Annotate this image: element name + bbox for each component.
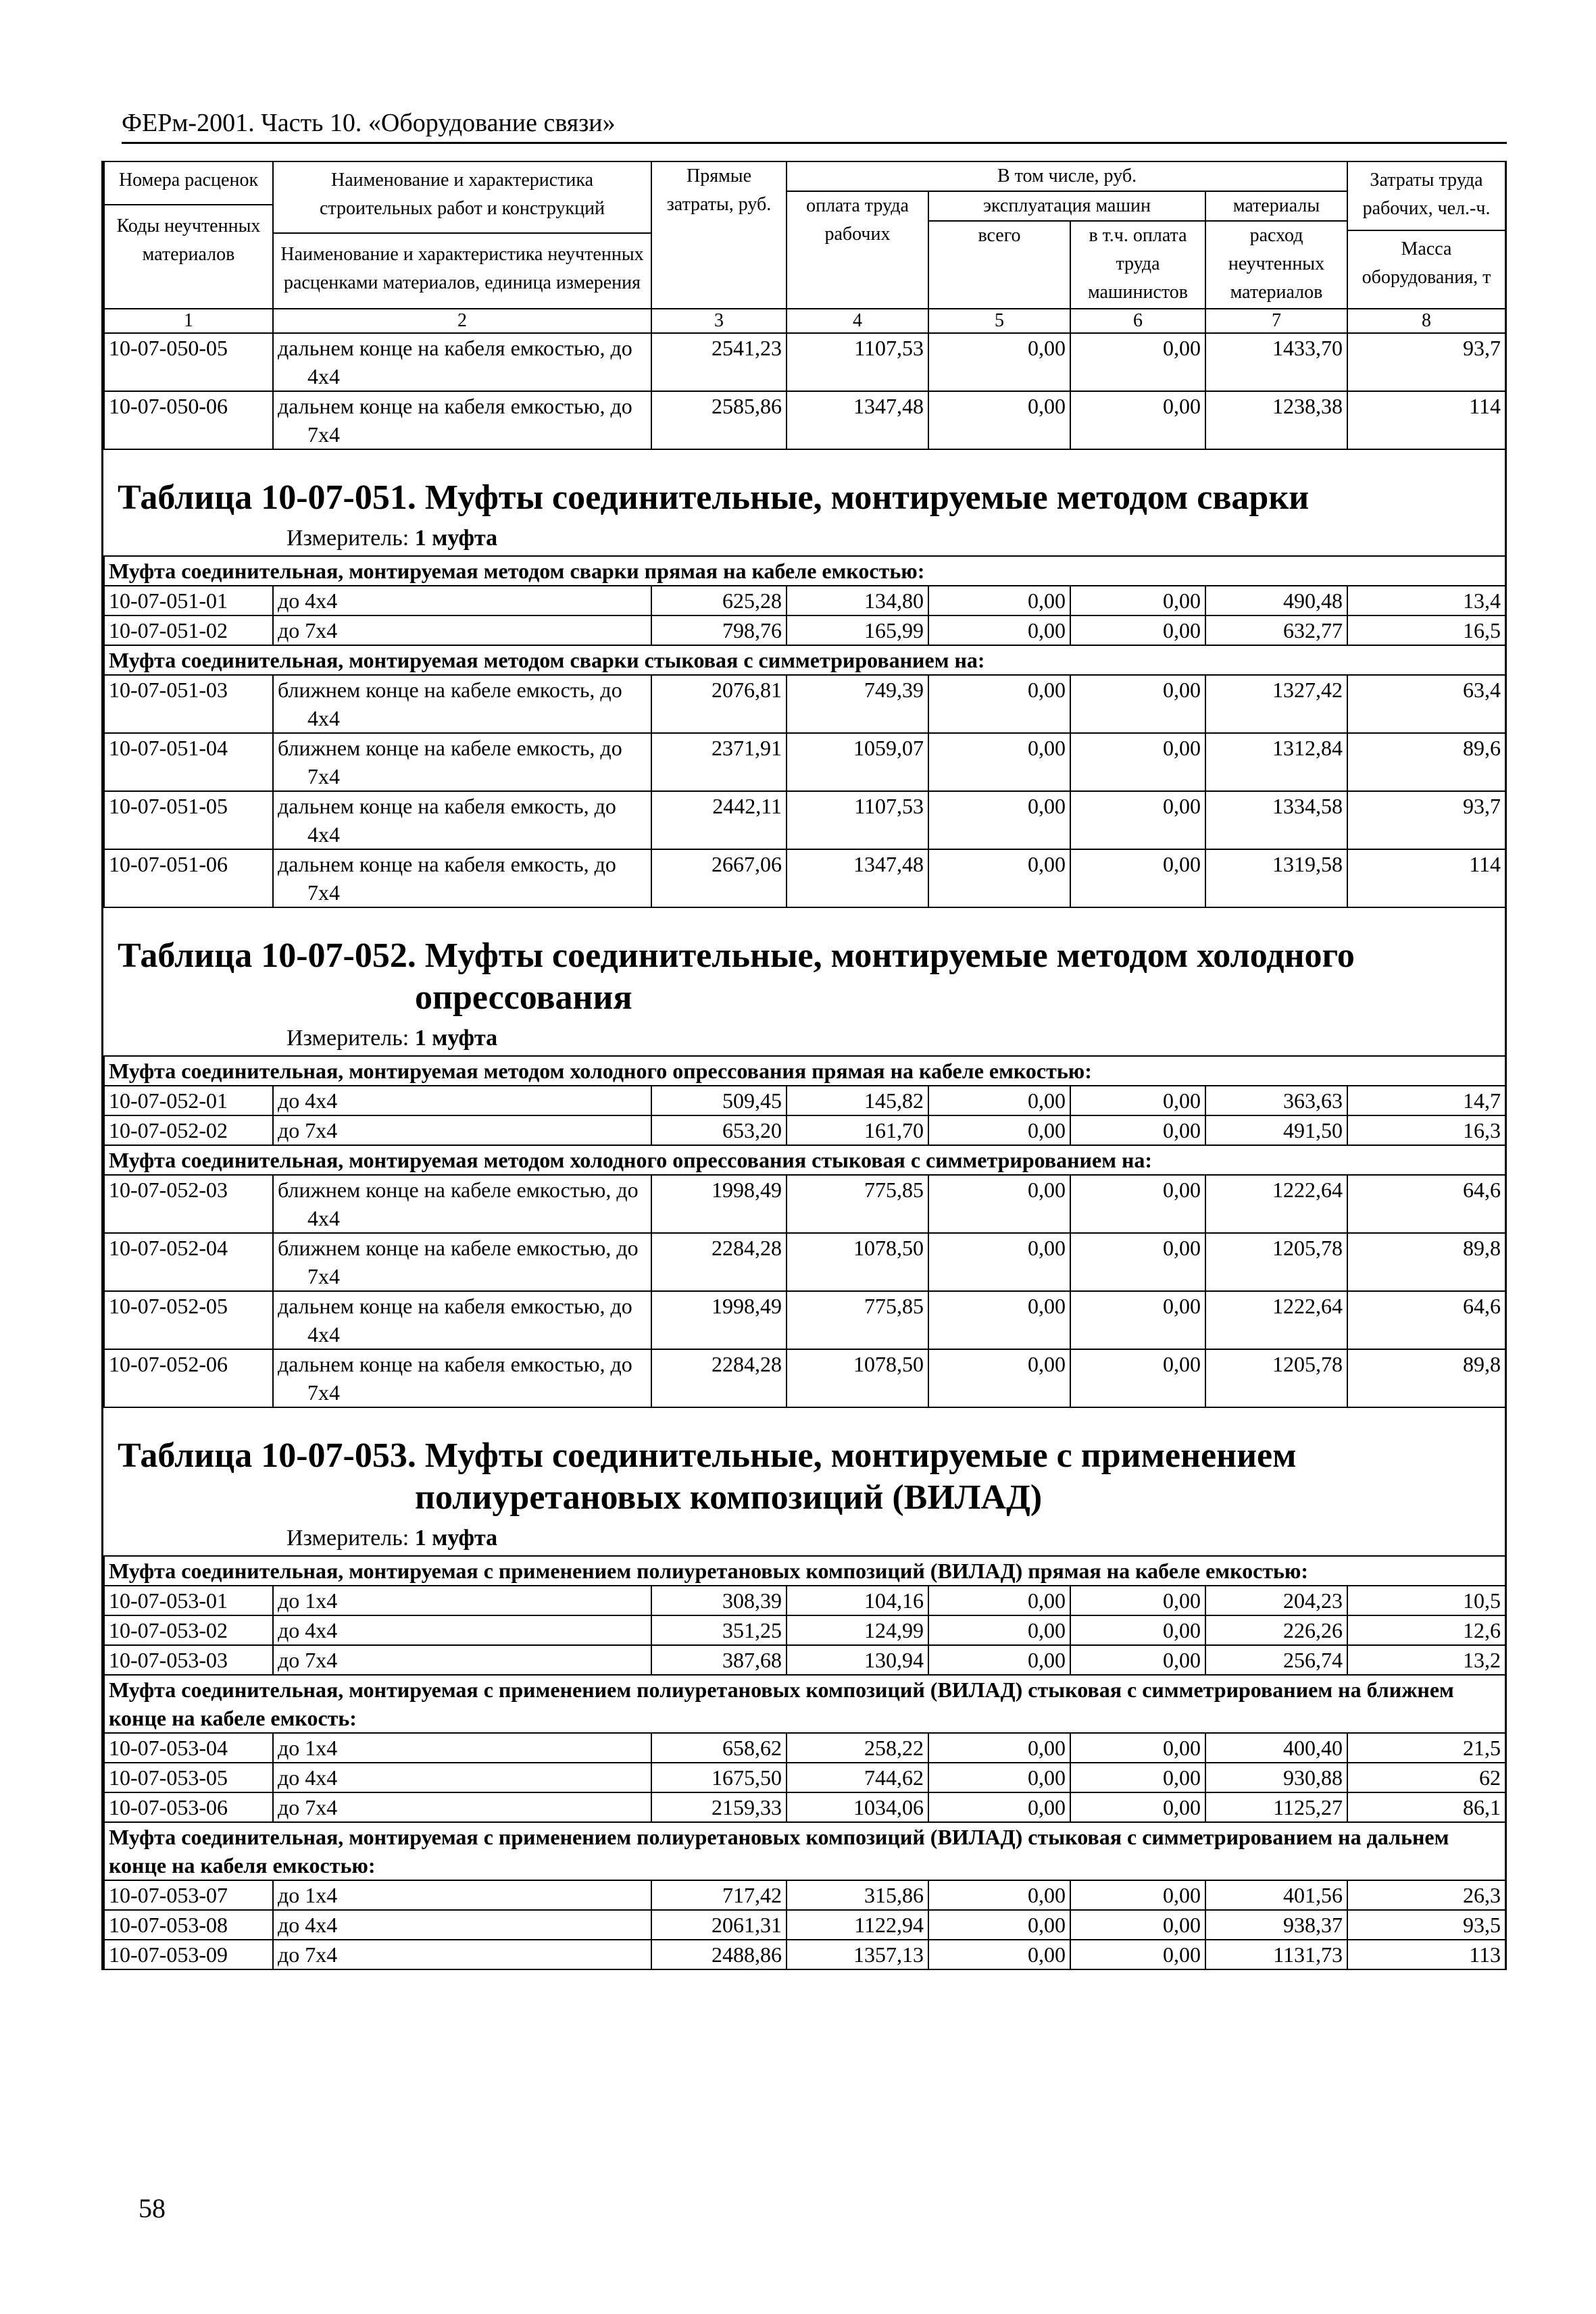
wages-cost: 775,85 bbox=[787, 1175, 928, 1233]
rate-name: ближнем конце на кабеле емкость, до 7x4 bbox=[273, 733, 651, 791]
labor-hours: 89,8 bbox=[1347, 1349, 1505, 1407]
machines-cost: 0,00 bbox=[928, 1792, 1070, 1822]
materials-cost: 938,37 bbox=[1205, 1910, 1347, 1940]
labor-hours: 21,5 bbox=[1347, 1733, 1505, 1763]
column-header-codes bbox=[104, 161, 273, 309]
table-title-line-1: Таблица 10-07-051. Муфты соединительные, монтируемые методом сварки bbox=[118, 478, 1310, 517]
rate-name: дальнем конце на кабеля емкостью, до 4x4 bbox=[273, 1291, 651, 1349]
labor-hours: 13,4 bbox=[1347, 586, 1505, 615]
direct-cost: 2488,86 bbox=[651, 1940, 787, 1969]
table-row bbox=[104, 391, 1505, 449]
table-row bbox=[104, 1615, 1505, 1645]
rate-name: до 4x4 bbox=[273, 1086, 651, 1115]
table-row bbox=[104, 1733, 1505, 1763]
machines-cost: 0,00 bbox=[928, 333, 1070, 391]
rate-code: 10-07-052-01 bbox=[104, 1086, 273, 1115]
machines-cost: 0,00 bbox=[928, 1586, 1070, 1615]
direct-cost: 717,42 bbox=[651, 1880, 787, 1910]
table-title bbox=[104, 908, 1505, 1019]
labor-hours: 114 bbox=[1347, 849, 1505, 907]
group-label: Муфта соединительная, монтируемая с применением полиуретановых композиций (ВИЛАД) прямая на кабеле емкостью: bbox=[104, 1556, 1505, 1586]
materials-cost: 930,88 bbox=[1205, 1763, 1347, 1792]
wages-cost: 161,70 bbox=[787, 1115, 928, 1145]
column-number: 4 bbox=[787, 309, 928, 333]
column-number: 6 bbox=[1070, 309, 1205, 333]
machinists-cost: 0,00 bbox=[1070, 391, 1205, 449]
materials-cost: 256,74 bbox=[1205, 1645, 1347, 1675]
column-number: 5 bbox=[928, 309, 1070, 333]
labor-hours: 14,7 bbox=[1347, 1086, 1505, 1115]
labor-hours: 16,5 bbox=[1347, 615, 1505, 645]
direct-cost: 2076,81 bbox=[651, 675, 787, 733]
direct-cost: 351,25 bbox=[651, 1615, 787, 1645]
rate-code: 10-07-053-08 bbox=[104, 1910, 273, 1940]
wages-cost: 134,80 bbox=[787, 586, 928, 615]
measure-value: 1 муфта bbox=[414, 1526, 498, 1551]
direct-cost: 1998,49 bbox=[651, 1291, 787, 1349]
machines-cost: 0,00 bbox=[928, 1233, 1070, 1291]
page-number: 58 bbox=[139, 2193, 166, 2223]
measure-line bbox=[104, 1019, 1505, 1055]
machines-cost: 0,00 bbox=[928, 1763, 1070, 1792]
column-header-labor: Затраты труда рабочих, чел.-ч. bbox=[1348, 162, 1505, 231]
direct-cost: 2585,86 bbox=[651, 391, 787, 449]
group-row bbox=[104, 556, 1505, 586]
table-row bbox=[104, 615, 1505, 645]
labor-hours: 13,2 bbox=[1347, 1645, 1505, 1675]
wages-cost: 744,62 bbox=[787, 1763, 928, 1792]
machinists-cost: 0,00 bbox=[1070, 1792, 1205, 1822]
column-header-name-bottom: Наименование и характеристика неучтенных расценками материалов, единица измерения bbox=[280, 244, 644, 293]
machines-cost: 0,00 bbox=[928, 586, 1070, 615]
machinists-cost: 0,00 bbox=[1070, 333, 1205, 391]
group-row bbox=[104, 645, 1505, 675]
direct-cost: 2541,23 bbox=[651, 333, 787, 391]
direct-cost: 2371,91 bbox=[651, 733, 787, 791]
column-number: 1 bbox=[104, 309, 273, 333]
group-row bbox=[104, 1056, 1505, 1086]
rate-code: 10-07-051-03 bbox=[104, 675, 273, 733]
table-row bbox=[104, 1880, 1505, 1910]
rate-name: дальнем конце на кабеля емкостью, до 7x4 bbox=[273, 391, 651, 449]
machinists-cost: 0,00 bbox=[1070, 1940, 1205, 1969]
group-label: Муфта соединительная, монтируемая методом сварки стыковая с симметрированием на: bbox=[104, 645, 1505, 675]
direct-cost: 2442,11 bbox=[651, 791, 787, 849]
materials-cost: 204,23 bbox=[1205, 1586, 1347, 1615]
table-title-cell bbox=[104, 449, 1505, 556]
machinists-cost: 0,00 bbox=[1070, 733, 1205, 791]
table-row bbox=[104, 849, 1505, 907]
rate-code: 10-07-053-06 bbox=[104, 1792, 273, 1822]
group-row bbox=[104, 1822, 1505, 1880]
labor-hours: 113 bbox=[1347, 1940, 1505, 1969]
labor-hours: 114 bbox=[1347, 391, 1505, 449]
rate-code: 10-07-053-04 bbox=[104, 1733, 273, 1763]
rate-code: 10-07-053-09 bbox=[104, 1940, 273, 1969]
column-header-machines: эксплуатация машин bbox=[928, 191, 1205, 221]
materials-cost: 1433,70 bbox=[1205, 333, 1347, 391]
rate-name: дальнем конце на кабеля емкость, до 7x4 bbox=[273, 849, 651, 907]
column-number: 3 bbox=[651, 309, 787, 333]
rate-code: 10-07-052-06 bbox=[104, 1349, 273, 1407]
machinists-cost: 0,00 bbox=[1070, 675, 1205, 733]
machines-cost: 0,00 bbox=[928, 1733, 1070, 1763]
table-row bbox=[104, 1349, 1505, 1407]
group-label: Муфта соединительная, монтируемая с применением полиуретановых композиций (ВИЛАД) стыковая с симметрированием на ближнем конце на кабеле емкость: bbox=[104, 1675, 1505, 1733]
machinists-cost: 0,00 bbox=[1070, 1586, 1205, 1615]
rate-name: до 4x4 bbox=[273, 1910, 651, 1940]
machines-cost: 0,00 bbox=[928, 675, 1070, 733]
materials-cost: 632,77 bbox=[1205, 615, 1347, 645]
wages-cost: 749,39 bbox=[787, 675, 928, 733]
column-number: 2 bbox=[273, 309, 651, 333]
rate-code: 10-07-052-03 bbox=[104, 1175, 273, 1233]
table-row bbox=[104, 1086, 1505, 1115]
rate-name: до 7x4 bbox=[273, 1645, 651, 1675]
table-row bbox=[104, 1115, 1505, 1145]
direct-cost: 387,68 bbox=[651, 1645, 787, 1675]
measure-value: 1 муфта bbox=[414, 526, 498, 551]
machinists-cost: 0,00 bbox=[1070, 791, 1205, 849]
column-number: 7 bbox=[1205, 309, 1347, 333]
rate-code: 10-07-052-04 bbox=[104, 1233, 273, 1291]
machinists-cost: 0,00 bbox=[1070, 1349, 1205, 1407]
rate-code: 10-07-053-07 bbox=[104, 1880, 273, 1910]
machinists-cost: 0,00 bbox=[1070, 615, 1205, 645]
materials-cost: 226,26 bbox=[1205, 1615, 1347, 1645]
column-header-direct: Прямые затраты, руб. bbox=[651, 161, 787, 309]
table-row bbox=[104, 1910, 1505, 1940]
machines-cost: 0,00 bbox=[928, 849, 1070, 907]
rate-code: 10-07-052-05 bbox=[104, 1291, 273, 1349]
machinists-cost: 0,00 bbox=[1070, 1175, 1205, 1233]
machinists-cost: 0,00 bbox=[1070, 1291, 1205, 1349]
column-number: 8 bbox=[1347, 309, 1505, 333]
direct-cost: 798,76 bbox=[651, 615, 787, 645]
wages-cost: 1078,50 bbox=[787, 1349, 928, 1407]
direct-cost: 1998,49 bbox=[651, 1175, 787, 1233]
direct-cost: 308,39 bbox=[651, 1586, 787, 1615]
labor-hours: 12,6 bbox=[1347, 1615, 1505, 1645]
materials-cost: 1238,38 bbox=[1205, 391, 1347, 449]
header-row bbox=[104, 161, 1505, 191]
labor-hours: 93,5 bbox=[1347, 1910, 1505, 1940]
measure-line bbox=[104, 1519, 1505, 1555]
labor-hours: 89,6 bbox=[1347, 733, 1505, 791]
rate-name: до 1x4 bbox=[273, 1880, 651, 1910]
wages-cost: 315,86 bbox=[787, 1880, 928, 1910]
group-row bbox=[104, 1556, 1505, 1586]
column-number-row bbox=[104, 309, 1505, 333]
measure-value: 1 муфта bbox=[414, 1026, 498, 1051]
rate-name: до 7x4 bbox=[273, 1115, 651, 1145]
group-label: Муфта соединительная, монтируемая методом холодного опрессования прямая на кабеле емкостью: bbox=[104, 1056, 1505, 1086]
machinists-cost: 0,00 bbox=[1070, 849, 1205, 907]
rate-code: 10-07-051-05 bbox=[104, 791, 273, 849]
rate-name: дальнем конце на кабеля емкостью, до 4x4 bbox=[273, 333, 651, 391]
page-header: ФЕРм-2001. Часть 10. «Оборудование связи» bbox=[122, 108, 1507, 144]
wages-cost: 1357,13 bbox=[787, 1940, 928, 1969]
table-title-cell bbox=[104, 1407, 1505, 1556]
direct-cost: 625,28 bbox=[651, 586, 787, 615]
labor-hours: 93,7 bbox=[1347, 333, 1505, 391]
materials-cost: 1205,78 bbox=[1205, 1349, 1347, 1407]
table-row bbox=[104, 1175, 1505, 1233]
wages-cost: 1107,53 bbox=[787, 791, 928, 849]
table-title-line-2: опрессования bbox=[415, 978, 632, 1017]
machinists-cost: 0,00 bbox=[1070, 1615, 1205, 1645]
labor-hours: 26,3 bbox=[1347, 1880, 1505, 1910]
materials-cost: 1222,64 bbox=[1205, 1175, 1347, 1233]
wages-cost: 258,22 bbox=[787, 1733, 928, 1763]
machines-cost: 0,00 bbox=[928, 1880, 1070, 1910]
materials-cost: 400,40 bbox=[1205, 1733, 1347, 1763]
direct-cost: 658,62 bbox=[651, 1733, 787, 1763]
column-header-labor-mass bbox=[1347, 161, 1505, 309]
column-header-machinists: в т.ч. оплата труда машинистов bbox=[1070, 221, 1205, 309]
rate-code: 10-07-053-05 bbox=[104, 1763, 273, 1792]
rate-code: 10-07-051-06 bbox=[104, 849, 273, 907]
group-label: Муфта соединительная, монтируемая методом холодного опрессования стыковая с симметрированием на: bbox=[104, 1145, 1505, 1175]
rate-name: до 4x4 bbox=[273, 1615, 651, 1645]
wages-cost: 145,82 bbox=[787, 1086, 928, 1115]
table-row bbox=[104, 1645, 1505, 1675]
column-header-code-bottom: Коды неучтенных материалов bbox=[116, 216, 261, 265]
measure-label: Измеритель: bbox=[286, 1526, 409, 1551]
labor-hours: 64,6 bbox=[1347, 1175, 1505, 1233]
column-header-wages: оплата труда рабочих bbox=[787, 191, 928, 309]
table-title bbox=[104, 450, 1505, 519]
table-row bbox=[104, 675, 1505, 733]
column-header-machines-total: всего bbox=[928, 221, 1070, 309]
machines-cost: 0,00 bbox=[928, 1615, 1070, 1645]
machinists-cost: 0,00 bbox=[1070, 1233, 1205, 1291]
table-title-line-1: Таблица 10-07-052. Муфты соединительные, монтируемые методом холодного bbox=[118, 936, 1355, 975]
materials-cost: 1131,73 bbox=[1205, 1940, 1347, 1969]
rate-name: до 1x4 bbox=[273, 1733, 651, 1763]
materials-cost: 1327,42 bbox=[1205, 675, 1347, 733]
machines-cost: 0,00 bbox=[928, 1910, 1070, 1940]
labor-hours: 63,4 bbox=[1347, 675, 1505, 733]
column-header-including: В том числе, руб. bbox=[787, 161, 1347, 191]
table-title bbox=[104, 1408, 1505, 1519]
materials-cost: 490,48 bbox=[1205, 586, 1347, 615]
materials-cost: 1222,64 bbox=[1205, 1291, 1347, 1349]
column-header-name-top: Наименование и характеристика строительных работ и конструкций bbox=[274, 162, 651, 234]
machines-cost: 0,00 bbox=[928, 733, 1070, 791]
table-title-line-1: Таблица 10-07-053. Муфты соединительные, монтируемые с применением bbox=[118, 1436, 1297, 1475]
materials-cost: 1312,84 bbox=[1205, 733, 1347, 791]
column-header-materials: материалы bbox=[1205, 191, 1347, 221]
rate-code: 10-07-050-06 bbox=[104, 391, 273, 449]
rate-name: дальнем конце на кабеля емкость, до 4x4 bbox=[273, 791, 651, 849]
group-label: Муфта соединительная, монтируемая методом сварки прямая на кабеле емкостью: bbox=[104, 556, 1505, 586]
rate-code: 10-07-051-01 bbox=[104, 586, 273, 615]
wages-cost: 1347,48 bbox=[787, 849, 928, 907]
materials-cost: 363,63 bbox=[1205, 1086, 1347, 1115]
wages-cost: 1347,48 bbox=[787, 391, 928, 449]
materials-cost: 1205,78 bbox=[1205, 1233, 1347, 1291]
table-row bbox=[104, 1763, 1505, 1792]
table-row bbox=[104, 586, 1505, 615]
table-row bbox=[104, 1792, 1505, 1822]
table-row bbox=[104, 1586, 1505, 1615]
price-table-body bbox=[104, 161, 1505, 1969]
labor-hours: 93,7 bbox=[1347, 791, 1505, 849]
machines-cost: 0,00 bbox=[928, 1645, 1070, 1675]
machinists-cost: 0,00 bbox=[1070, 1733, 1205, 1763]
machines-cost: 0,00 bbox=[928, 1349, 1070, 1407]
wages-cost: 1122,94 bbox=[787, 1910, 928, 1940]
table-title-line-2: полиуретановых композиций (ВИЛАД) bbox=[415, 1478, 1043, 1517]
rate-code: 10-07-053-03 bbox=[104, 1645, 273, 1675]
machines-cost: 0,00 bbox=[928, 1115, 1070, 1145]
machinists-cost: 0,00 bbox=[1070, 1645, 1205, 1675]
rate-name: до 1x4 bbox=[273, 1586, 651, 1615]
machines-cost: 0,00 bbox=[928, 1291, 1070, 1349]
rate-name: дальнем конце на кабеля емкостью, до 7x4 bbox=[273, 1349, 651, 1407]
materials-cost: 1334,58 bbox=[1205, 791, 1347, 849]
direct-cost: 2159,33 bbox=[651, 1792, 787, 1822]
price-table-frame bbox=[101, 161, 1507, 1970]
rate-code: 10-07-051-04 bbox=[104, 733, 273, 791]
machinists-cost: 0,00 bbox=[1070, 1910, 1205, 1940]
column-header-names bbox=[273, 161, 651, 309]
machinists-cost: 0,00 bbox=[1070, 1086, 1205, 1115]
direct-cost: 653,20 bbox=[651, 1115, 787, 1145]
measure-label: Измеритель: bbox=[286, 1026, 409, 1051]
table-title-cell bbox=[104, 907, 1505, 1056]
rate-name: до 4x4 bbox=[273, 586, 651, 615]
machines-cost: 0,00 bbox=[928, 791, 1070, 849]
rate-name: до 7x4 bbox=[273, 1792, 651, 1822]
wages-cost: 124,99 bbox=[787, 1615, 928, 1645]
table-row bbox=[104, 733, 1505, 791]
rate-name: до 7x4 bbox=[273, 615, 651, 645]
direct-cost: 2284,28 bbox=[651, 1233, 787, 1291]
table-row bbox=[104, 333, 1505, 391]
materials-cost: 1125,27 bbox=[1205, 1792, 1347, 1822]
labor-hours: 16,3 bbox=[1347, 1115, 1505, 1145]
column-header-materials-sub: расход неучтенных материалов bbox=[1205, 221, 1347, 309]
column-header-mass: Масса оборудования, т bbox=[1362, 238, 1491, 288]
machines-cost: 0,00 bbox=[928, 391, 1070, 449]
rate-name: до 4x4 bbox=[273, 1763, 651, 1792]
table-row bbox=[104, 1291, 1505, 1349]
direct-cost: 2061,31 bbox=[651, 1910, 787, 1940]
machinists-cost: 0,00 bbox=[1070, 586, 1205, 615]
materials-cost: 491,50 bbox=[1205, 1115, 1347, 1145]
wages-cost: 775,85 bbox=[787, 1291, 928, 1349]
materials-cost: 401,56 bbox=[1205, 1880, 1347, 1910]
wages-cost: 130,94 bbox=[787, 1645, 928, 1675]
rate-code: 10-07-053-01 bbox=[104, 1586, 273, 1615]
table-title-row bbox=[104, 907, 1505, 1056]
rate-name: ближнем конце на кабеле емкостью, до 7x4 bbox=[273, 1233, 651, 1291]
machinists-cost: 0,00 bbox=[1070, 1763, 1205, 1792]
labor-hours: 10,5 bbox=[1347, 1586, 1505, 1615]
rate-code: 10-07-051-02 bbox=[104, 615, 273, 645]
wages-cost: 165,99 bbox=[787, 615, 928, 645]
wages-cost: 1034,06 bbox=[787, 1792, 928, 1822]
wages-cost: 1059,07 bbox=[787, 733, 928, 791]
labor-hours: 89,8 bbox=[1347, 1233, 1505, 1291]
group-row bbox=[104, 1675, 1505, 1733]
machines-cost: 0,00 bbox=[928, 1175, 1070, 1233]
rate-name: ближнем конце на кабеле емкость, до 4x4 bbox=[273, 675, 651, 733]
direct-cost: 509,45 bbox=[651, 1086, 787, 1115]
labor-hours: 86,1 bbox=[1347, 1792, 1505, 1822]
group-label: Муфта соединительная, монтируемая с применением полиуретановых композиций (ВИЛАД) стыковая с симметрированием на дальнем конце на кабеля емкостью: bbox=[104, 1822, 1505, 1880]
wages-cost: 1078,50 bbox=[787, 1233, 928, 1291]
table-row bbox=[104, 1940, 1505, 1969]
rate-code: 10-07-052-02 bbox=[104, 1115, 273, 1145]
table-row bbox=[104, 791, 1505, 849]
price-table bbox=[103, 161, 1506, 1970]
rate-name: до 7x4 bbox=[273, 1940, 651, 1969]
machines-cost: 0,00 bbox=[928, 1940, 1070, 1969]
rate-code: 10-07-050-05 bbox=[104, 333, 273, 391]
machines-cost: 0,00 bbox=[928, 1086, 1070, 1115]
column-header-code-top: Номера расценок bbox=[105, 162, 272, 205]
rate-name: ближнем конце на кабеле емкостью, до 4x4 bbox=[273, 1175, 651, 1233]
direct-cost: 2284,28 bbox=[651, 1349, 787, 1407]
materials-cost: 1319,58 bbox=[1205, 849, 1347, 907]
measure-label: Измеритель: bbox=[286, 526, 409, 551]
labor-hours: 62 bbox=[1347, 1763, 1505, 1792]
machines-cost: 0,00 bbox=[928, 615, 1070, 645]
rate-code: 10-07-053-02 bbox=[104, 1615, 273, 1645]
wages-cost: 1107,53 bbox=[787, 333, 928, 391]
machinists-cost: 0,00 bbox=[1070, 1880, 1205, 1910]
direct-cost: 1675,50 bbox=[651, 1763, 787, 1792]
direct-cost: 2667,06 bbox=[651, 849, 787, 907]
labor-hours: 64,6 bbox=[1347, 1291, 1505, 1349]
wages-cost: 104,16 bbox=[787, 1586, 928, 1615]
group-row bbox=[104, 1145, 1505, 1175]
measure-line bbox=[104, 519, 1505, 555]
table-title-row bbox=[104, 1407, 1505, 1556]
table-row bbox=[104, 1233, 1505, 1291]
machinists-cost: 0,00 bbox=[1070, 1115, 1205, 1145]
table-title-row bbox=[104, 449, 1505, 556]
